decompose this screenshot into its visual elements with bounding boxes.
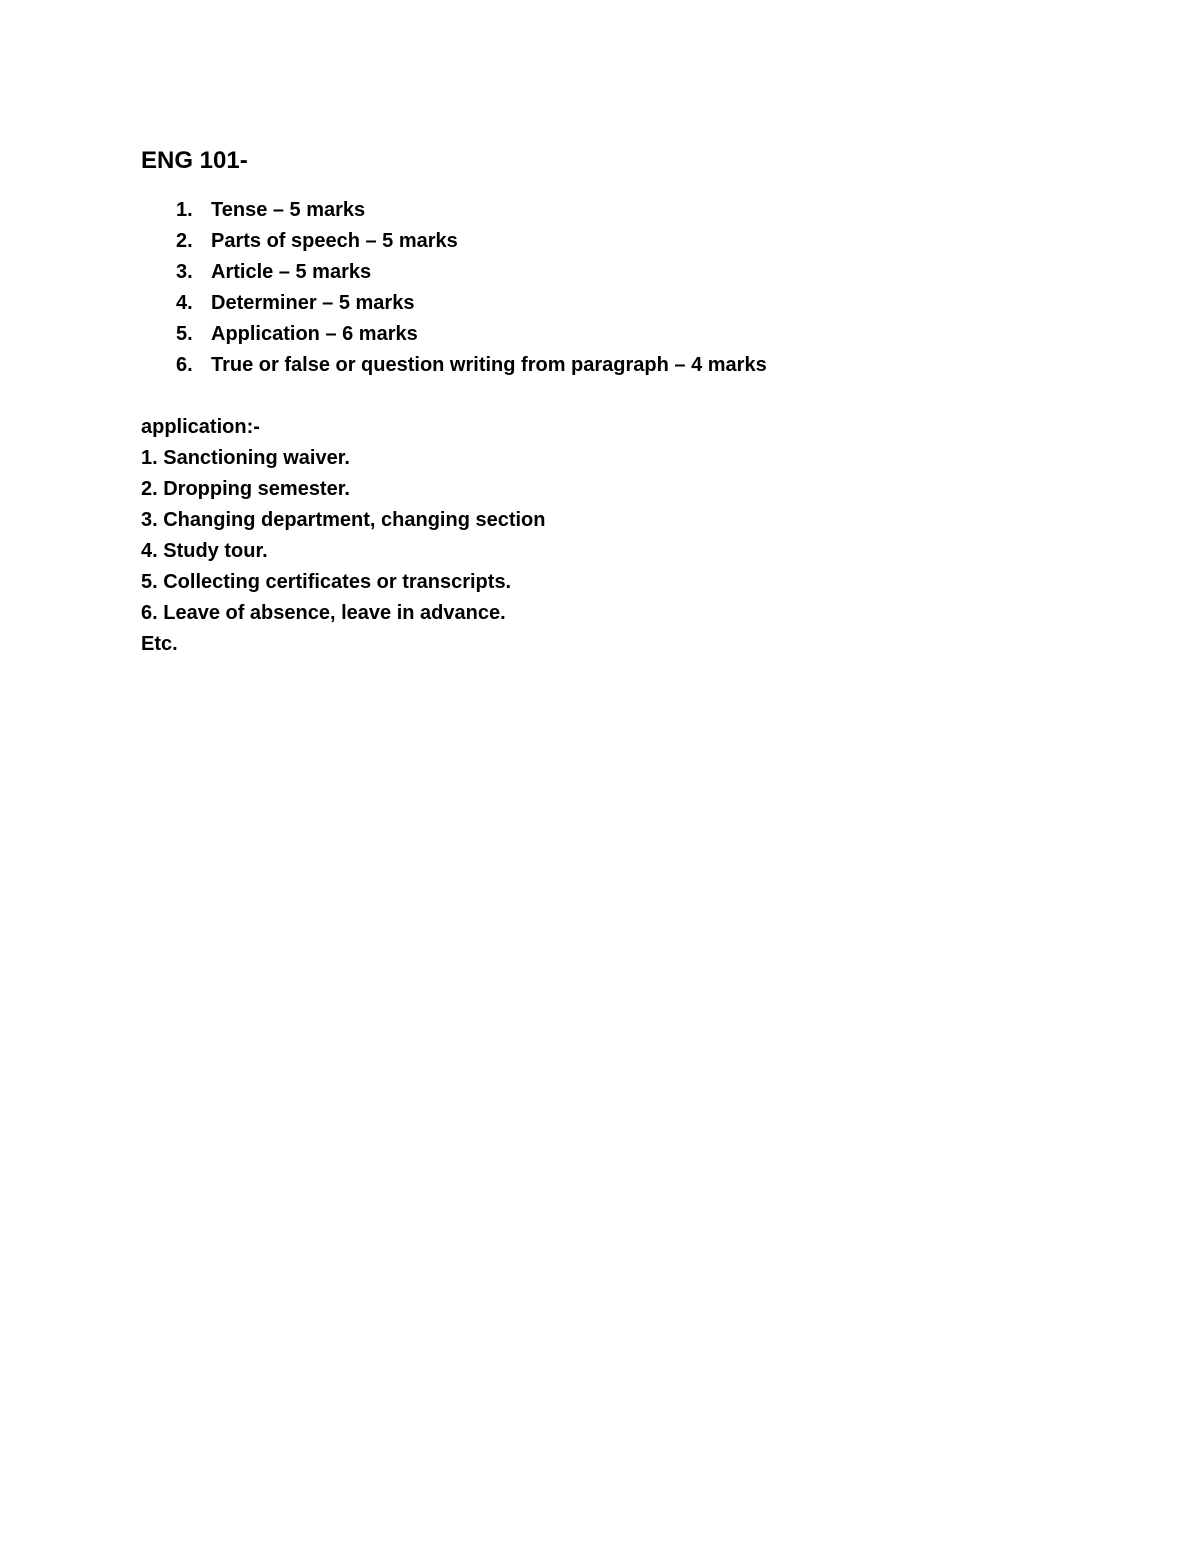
application-heading: application:- bbox=[141, 416, 260, 438]
list-item-text: Determiner – 5 marks bbox=[211, 292, 415, 314]
list-item-number: 6. bbox=[176, 354, 193, 376]
list-item-text: Parts of speech – 5 marks bbox=[211, 230, 458, 252]
list-item-number: 5. bbox=[176, 323, 193, 345]
list-item-number: 3. bbox=[176, 261, 193, 283]
list-item-text: Article – 5 marks bbox=[211, 261, 372, 283]
list-item bbox=[176, 196, 767, 227]
list-item-text: True or false or question writing from paragraph – 4 marks bbox=[211, 354, 767, 376]
list-item-text: Tense – 5 marks bbox=[211, 199, 366, 221]
closing-text: Etc. bbox=[141, 633, 178, 655]
list-item bbox=[176, 258, 767, 289]
list-item-number: 1. bbox=[176, 199, 193, 221]
application-item: 2. Dropping semester. bbox=[141, 478, 350, 500]
list-item bbox=[176, 351, 767, 382]
application-item: 3. Changing department, changing section bbox=[141, 509, 546, 531]
application-list bbox=[141, 444, 545, 630]
application-item: 5. Collecting certificates or transcripts. bbox=[141, 571, 512, 593]
list-item-number: 2. bbox=[176, 230, 193, 252]
marks-list bbox=[176, 196, 767, 382]
application-item: 1. Sanctioning waiver. bbox=[141, 447, 350, 469]
application-section bbox=[141, 413, 545, 661]
application-item: 4. Study tour. bbox=[141, 540, 268, 562]
list-item bbox=[176, 289, 767, 320]
list-item-text: Application – 6 marks bbox=[211, 323, 418, 345]
list-item bbox=[176, 227, 767, 258]
list-item bbox=[176, 320, 767, 351]
application-item: 6. Leave of absence, leave in advance. bbox=[141, 602, 506, 624]
list-item-number: 4. bbox=[176, 292, 193, 314]
page-title: ENG 101- bbox=[141, 147, 248, 174]
